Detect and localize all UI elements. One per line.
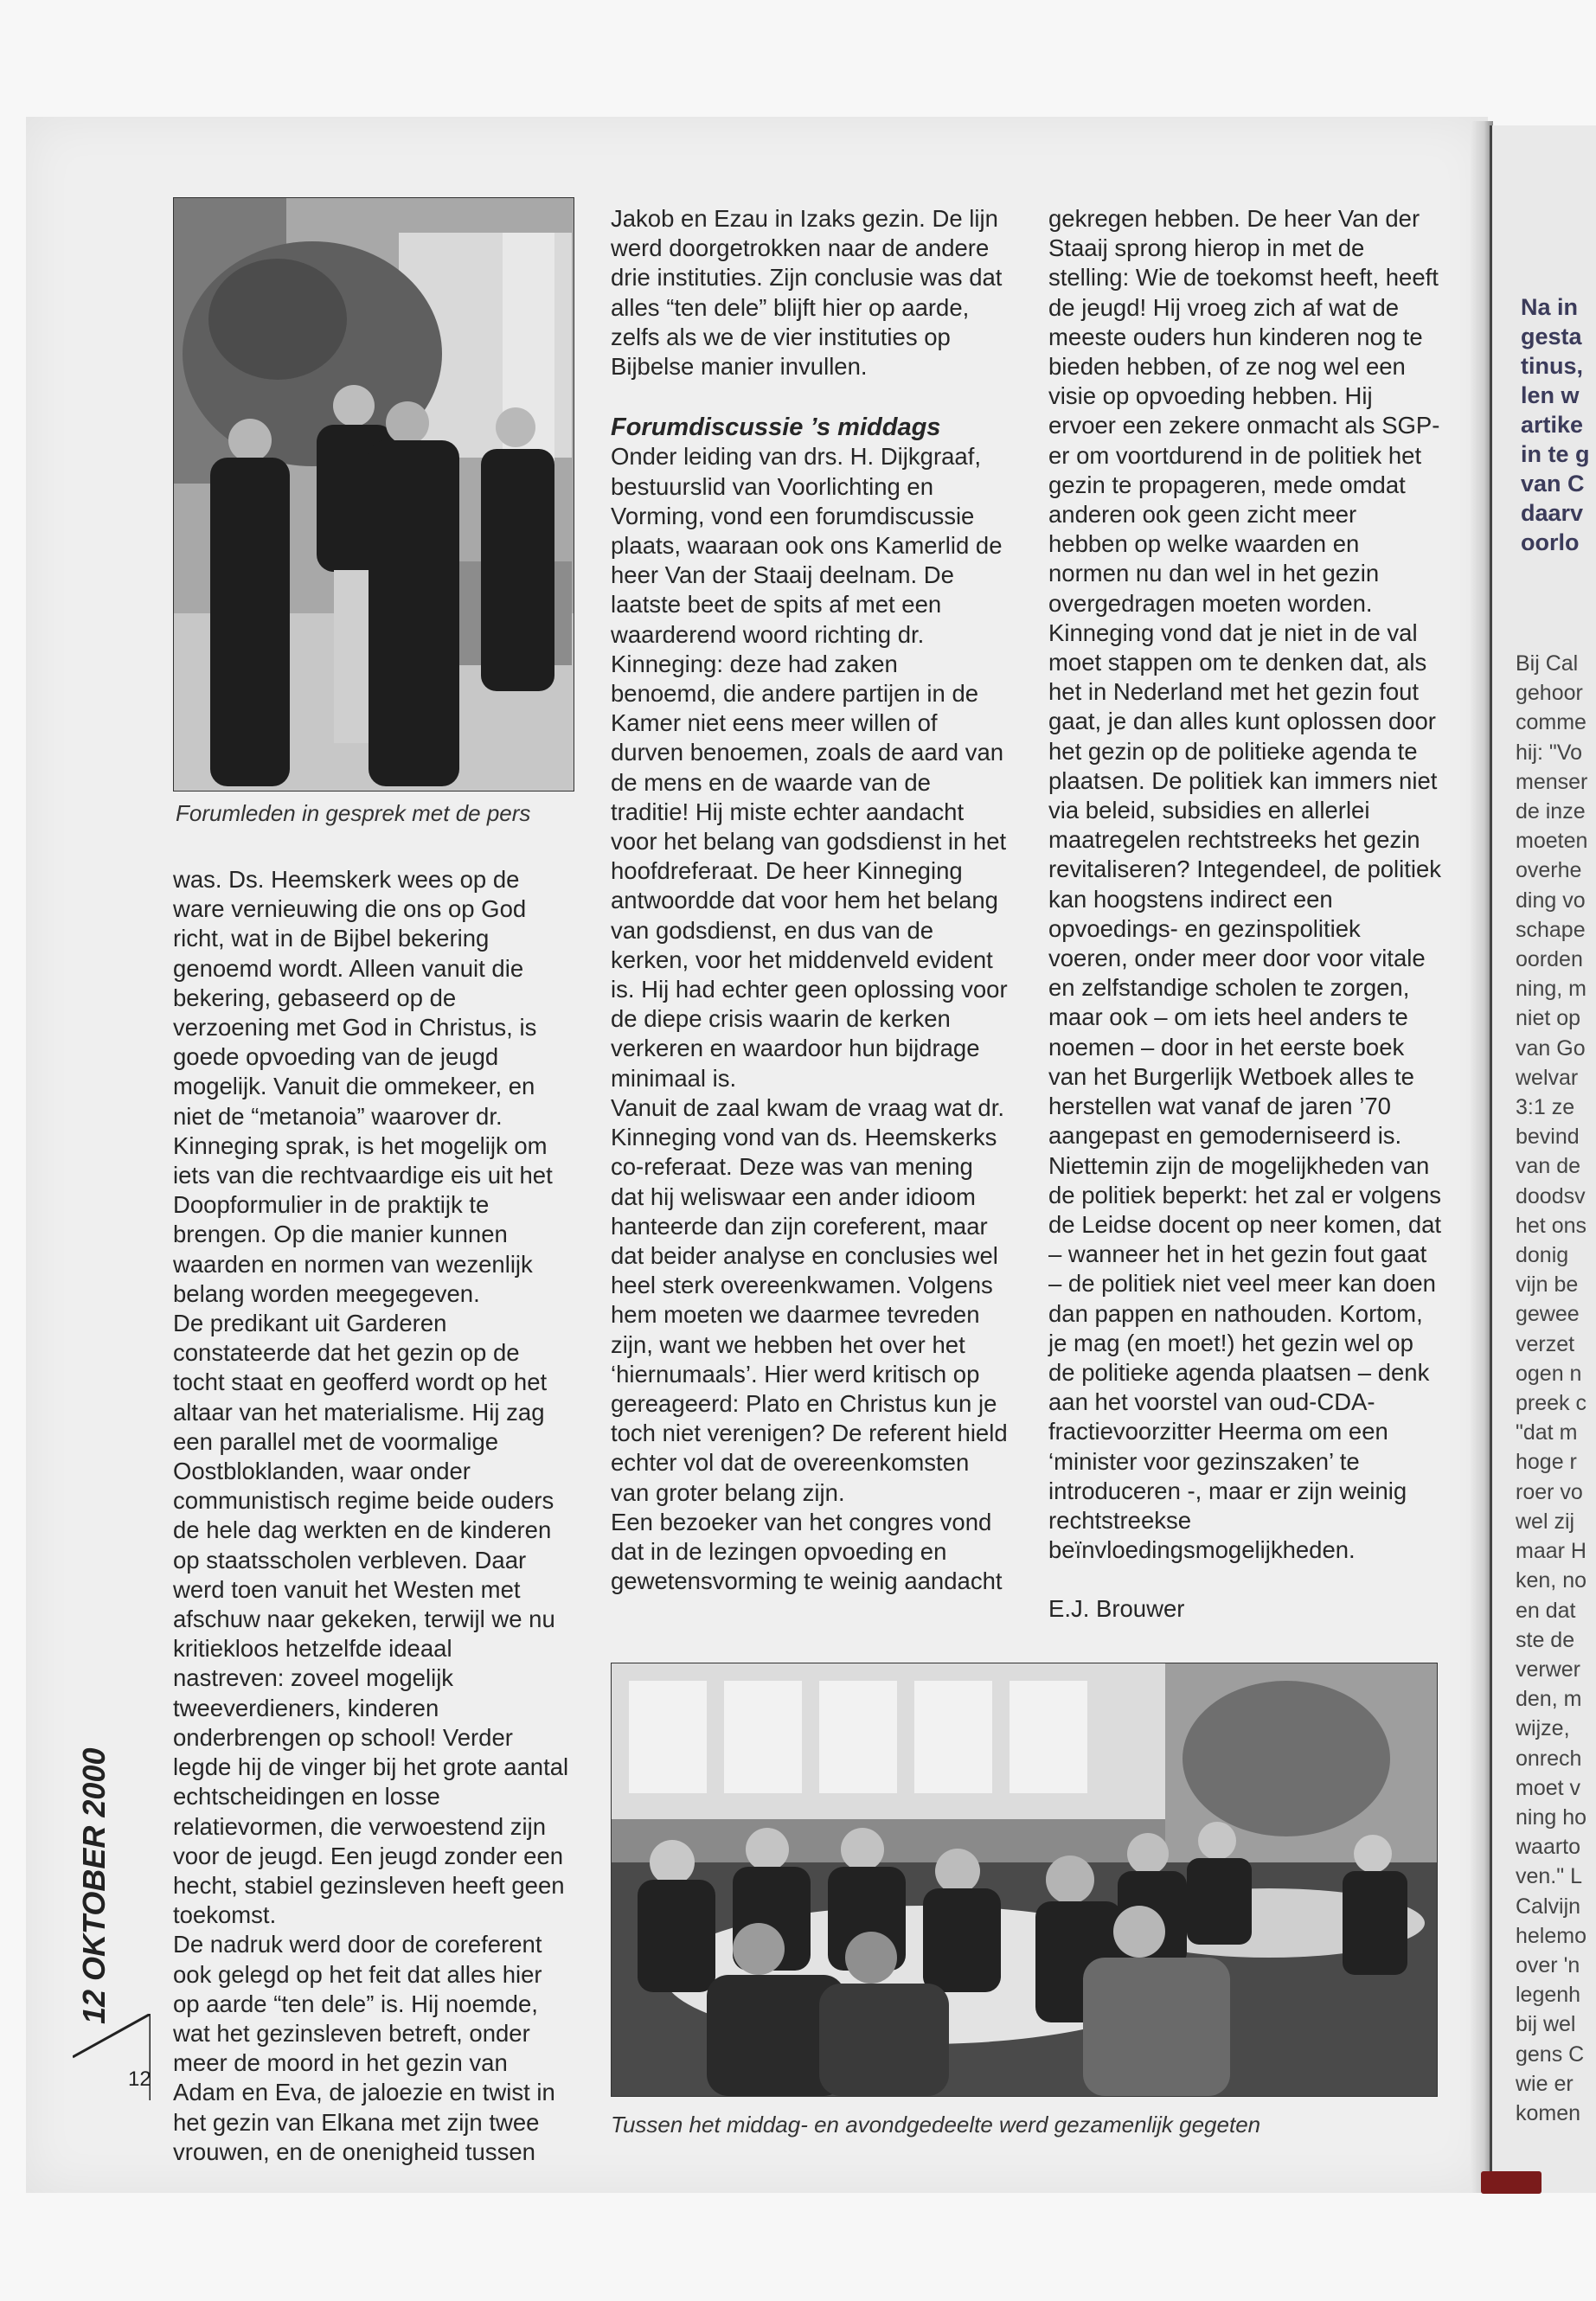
pullquote-line: artike	[1521, 412, 1584, 438]
next-page-line: bij wel	[1516, 2012, 1576, 2037]
next-page-line: ning ho	[1516, 1804, 1587, 1830]
paragraph: De predikant uit Garderen constateerde dat het gezin op de tocht staat en geofferd wordt op het altaar van het materialisme. Hij zag een parallel met de voormalige Oostbloklanden, waar onder communistisch regime beide ouders de hele dag werkten en de kinderen op staatsscholen verbleven. Daar werd toen vanuit het Westen met afschuw naar gekeken, terwijl we nu kritiekloos hetzelfde ideaal nastreven: zoveel mogelijk tweeverdieners, kinderen onderbrengen op school! Verder legde hij de vinger bij het grote aantal echtscheidingen en losse relatievormen, die verwoestend zijn voor de jeugd. Een jeugd zonder een hecht, stabiel gezinsleven heeft geen toekomst.	[173, 1310, 569, 1929]
article-column-3	[1048, 204, 1442, 1625]
author-signature: E.J. Brouwer	[1048, 1595, 1185, 1623]
next-page-line: gehoor	[1516, 681, 1583, 706]
next-page-line: verzet	[1516, 1331, 1575, 1356]
next-page-line: gewee	[1516, 1302, 1580, 1327]
next-page-line: moeten	[1516, 829, 1588, 854]
next-page-line: maar H	[1516, 1539, 1586, 1564]
next-page-line: waarto	[1516, 1835, 1581, 1860]
pullquote-line: gesta	[1521, 324, 1582, 349]
next-page-line: van Go	[1516, 1035, 1586, 1061]
next-page-line: wijze,	[1516, 1716, 1570, 1741]
paragraph: was. Ds. Heemskerk wees op de ware vernieuwing die ons op God richt, wat in de Bijbel bekering genoemd wordt. Alleen vanuit die bekering, gebaseerd op de verzoening met God in Christus, is goede opvoeding van de jeugd mogelijk. Vanuit die ommekeer, en niet de “metanoia” waarover dr. Kinneging sprak, is het mogelijk om iets van die rechtvaardige eis uit het Doopformulier in de praktijk te brengen. Op die manier kunnen waarden en normen van wezenlijk belang worden meegegeven.	[173, 866, 553, 1307]
next-page-line: oorden	[1516, 947, 1583, 972]
next-page-line: hoge r	[1516, 1450, 1577, 1475]
pullquote-line: daarv	[1521, 500, 1584, 526]
next-page-line: 3:1 ze	[1516, 1095, 1575, 1120]
next-page-line: vijn be	[1516, 1272, 1579, 1298]
next-page-line: overhe	[1516, 858, 1582, 883]
next-page-line: ven." L	[1516, 1864, 1582, 1889]
next-page-line: ding vo	[1516, 888, 1586, 913]
next-page-line: hij: "Vo	[1516, 740, 1582, 765]
next-page-line: Calvijn	[1516, 1894, 1581, 1919]
next-page-line: menser	[1516, 769, 1588, 794]
issue-date: 12 OKTOBER 2000	[76, 1747, 112, 2024]
next-page-line: doodsv	[1516, 1183, 1586, 1208]
paragraph: gekregen hebben. De heer Van der Staaij sprong hierop in met de stelling: Wie de toekomst heeft, heeft de jeugd! Hij vroeg zich af wat de meeste ouders hun kinderen nog te bieden hebben, of ze nog wel een visie op opvoeding hebben. Hij ervoer een zekere onmacht als SGP-er om voortdurend in de politiek het gezin te propageren, mede omdat anderen ook geen zicht meer hebben op welke waarden en normen nu dan wel in het gezin overgedragen moeten worden. Kinneging vond dat je niet in de val moet stappen om te denken dat, als het in Nederland met het gezin fout gaat, je dan alles kunt oplossen door het gezin op de politieke agenda te plaatsen. De politiek kan immers niet via beleid, subsidies en allerlei maatregelen rechtstreeks het gezin revitaliseren? Integendeel, de politiek kan hoogstens indirect een opvoedings- en gezinspolitiek voeren, onder meer door voor vitale en zelfstandige scholen te zorgen, maar ook – om iets heel anders te noemen – door in het eerste boek van het Burgerlijk Wetboek alles te herstellen wat vanaf de jaren ’70 aangepast en gemoderniseerd is. Niettemin zijn de mogelijkheden van de politiek beperkt: het zal er volgens de Leidse docent op neer komen, dat – wanneer het in het gezin fout gaat – de politiek niet veel meer kan doen dan pappen en nathouden. Kortom, je mag (en moet!) het gezin wel op de politieke agenda plaatsen – denk aan het voorstel van oud-CDA-fractievoorzitter Heerma om een ‘minister voor gezinszaken’ te introduceren -, maar er zijn weinig rechtstreekse beïnvloedingsmogelijkheden.	[1048, 205, 1442, 1564]
next-page-line: preek c	[1516, 1391, 1586, 1416]
next-page-line: "dat m	[1516, 1420, 1578, 1445]
next-page-line: en dat	[1516, 1598, 1576, 1623]
next-page-line: gens C	[1516, 2041, 1585, 2067]
next-page-line: van de	[1516, 1154, 1581, 1179]
paragraph: Een bezoeker van het congres vond dat in de lezingen opvoeding en gewetensvorming te weinig aandacht	[611, 1508, 1003, 1595]
photo-dinner	[611, 1663, 1438, 2097]
next-page-line: moet v	[1516, 1775, 1581, 1800]
pullquote-line: oorlo	[1521, 529, 1580, 555]
next-page-line: bevind	[1516, 1125, 1580, 1150]
pullquote-line: len w	[1521, 382, 1580, 408]
paragraph: Vanuit de zaal kwam de vraag wat dr. Kinneging vond van ds. Heemskerks co-referaat. Deze was van mening dat hij weliswaar een ander idioom hanteerde dan zijn coreferent, maar dat beider analyse en conclusies wel heel sterk overeenkwamen. Volgens hem moeten we daarmee tevreden zijn, want we hebben het over het ‘hiernumaals’. Hier werd kritisch op gereageerd: Plato en Christus kun je toch niet verenigen? De referent hield echter vol dat de overeenkomsten van groter belang zijn.	[611, 1093, 1008, 1506]
next-page-line: comme	[1516, 710, 1586, 735]
next-page-line: Bij Cal	[1516, 651, 1579, 676]
binding-tab	[1481, 2171, 1542, 2194]
next-page-pullquote	[1521, 292, 1590, 557]
next-page-line: den, m	[1516, 1687, 1582, 1712]
next-page-line: over 'n	[1516, 1952, 1580, 1977]
next-page-line: ogen n	[1516, 1361, 1582, 1386]
photo-dinner-graphic	[612, 1663, 1437, 2096]
pullquote-line: Na in	[1521, 294, 1579, 320]
photo-caption-forum: Forumleden in gesprek met de pers	[176, 800, 531, 826]
next-page-line: schape	[1516, 917, 1586, 942]
paragraph: Onder leiding van drs. H. Dijkgraaf, bestuurslid van Voorlichting en Vorming, vond een forumdiscussie plaats, waaraan ook ons Kamerlid de heer Van der Staaij deelnam. De laatste beet de spits af met een waarderend woord richting dr. Kinneging: deze had zaken benoemd, die andere partijen in de Kamer niet eens meer willen of durven benoemen, zoals de aard van de mens en de waarde van de traditie! Hij miste echter aandacht voor het belang van godsdienst in het hoofdreferaat. De heer Kinneging antwoordde dat voor hem het belang van godsdienst, en dus van de kerken, voor het middenveld evident is. Hij had echter geen oplossing voor de diepe crisis waarin de kerken verkeren en waardoor hun bijdrage minimaal is.	[611, 443, 1008, 1092]
paragraph: Jakob en Ezau in Izaks gezin. De lijn werd doorgetrokken naar de andere drie instituties. Zijn conclusie was dat alles “ten dele” blijft hier op aarde, zelfs als we de vier instituties op Bijbelse manier invullen.	[611, 205, 1003, 381]
section-heading: Forumdiscussie ’s middags	[611, 413, 941, 442]
article-column-1	[173, 865, 569, 2167]
next-page-line: komen	[1516, 2100, 1581, 2125]
next-page-line: welvar	[1516, 1065, 1579, 1090]
next-page-line: roer vo	[1516, 1479, 1583, 1504]
pullquote-line: van C	[1521, 471, 1585, 497]
next-page-line: donig	[1516, 1243, 1569, 1268]
next-page-line: de inze	[1516, 799, 1586, 824]
next-page-column	[1516, 649, 1587, 2128]
next-page-line: legenh	[1516, 1983, 1581, 2008]
pullquote-line: in te g	[1521, 441, 1590, 467]
next-page-line: wie er	[1516, 2071, 1574, 2096]
next-page-line: ken, no	[1516, 1568, 1587, 1593]
photo-forum-members-graphic	[174, 198, 574, 791]
next-page-line: helemo	[1516, 1923, 1586, 1948]
next-page-line: ste de	[1516, 1627, 1575, 1652]
next-page-line: het ons	[1516, 1213, 1587, 1238]
photo-caption-dinner: Tussen het middag- en avondgedeelte werd gezamenlijk gegeten	[611, 2112, 1261, 2138]
next-page-line: verwer	[1516, 1657, 1581, 1682]
next-page-line: ning, m	[1516, 977, 1586, 1002]
next-page-line: niet op	[1516, 1006, 1581, 1031]
pullquote-line: tinus,	[1521, 353, 1583, 379]
page-number: 12	[128, 2067, 151, 2091]
paragraph: De nadruk werd door de coreferent ook gelegd op het feit dat alles hier op aarde “ten dele” is. Hij noemde, wat het gezinsleven betreft, onder meer de moord in het gezin van Adam en Eva, de jaloezie en twist in het gezin van Elkana met zijn twee vrouwen, en de onenigheid tussen	[173, 1931, 555, 2165]
next-page-line: wel zij	[1516, 1509, 1575, 1534]
article-column-2	[611, 204, 1009, 1596]
photo-forum-members	[173, 197, 574, 792]
next-page-line: onrech	[1516, 1746, 1582, 1771]
